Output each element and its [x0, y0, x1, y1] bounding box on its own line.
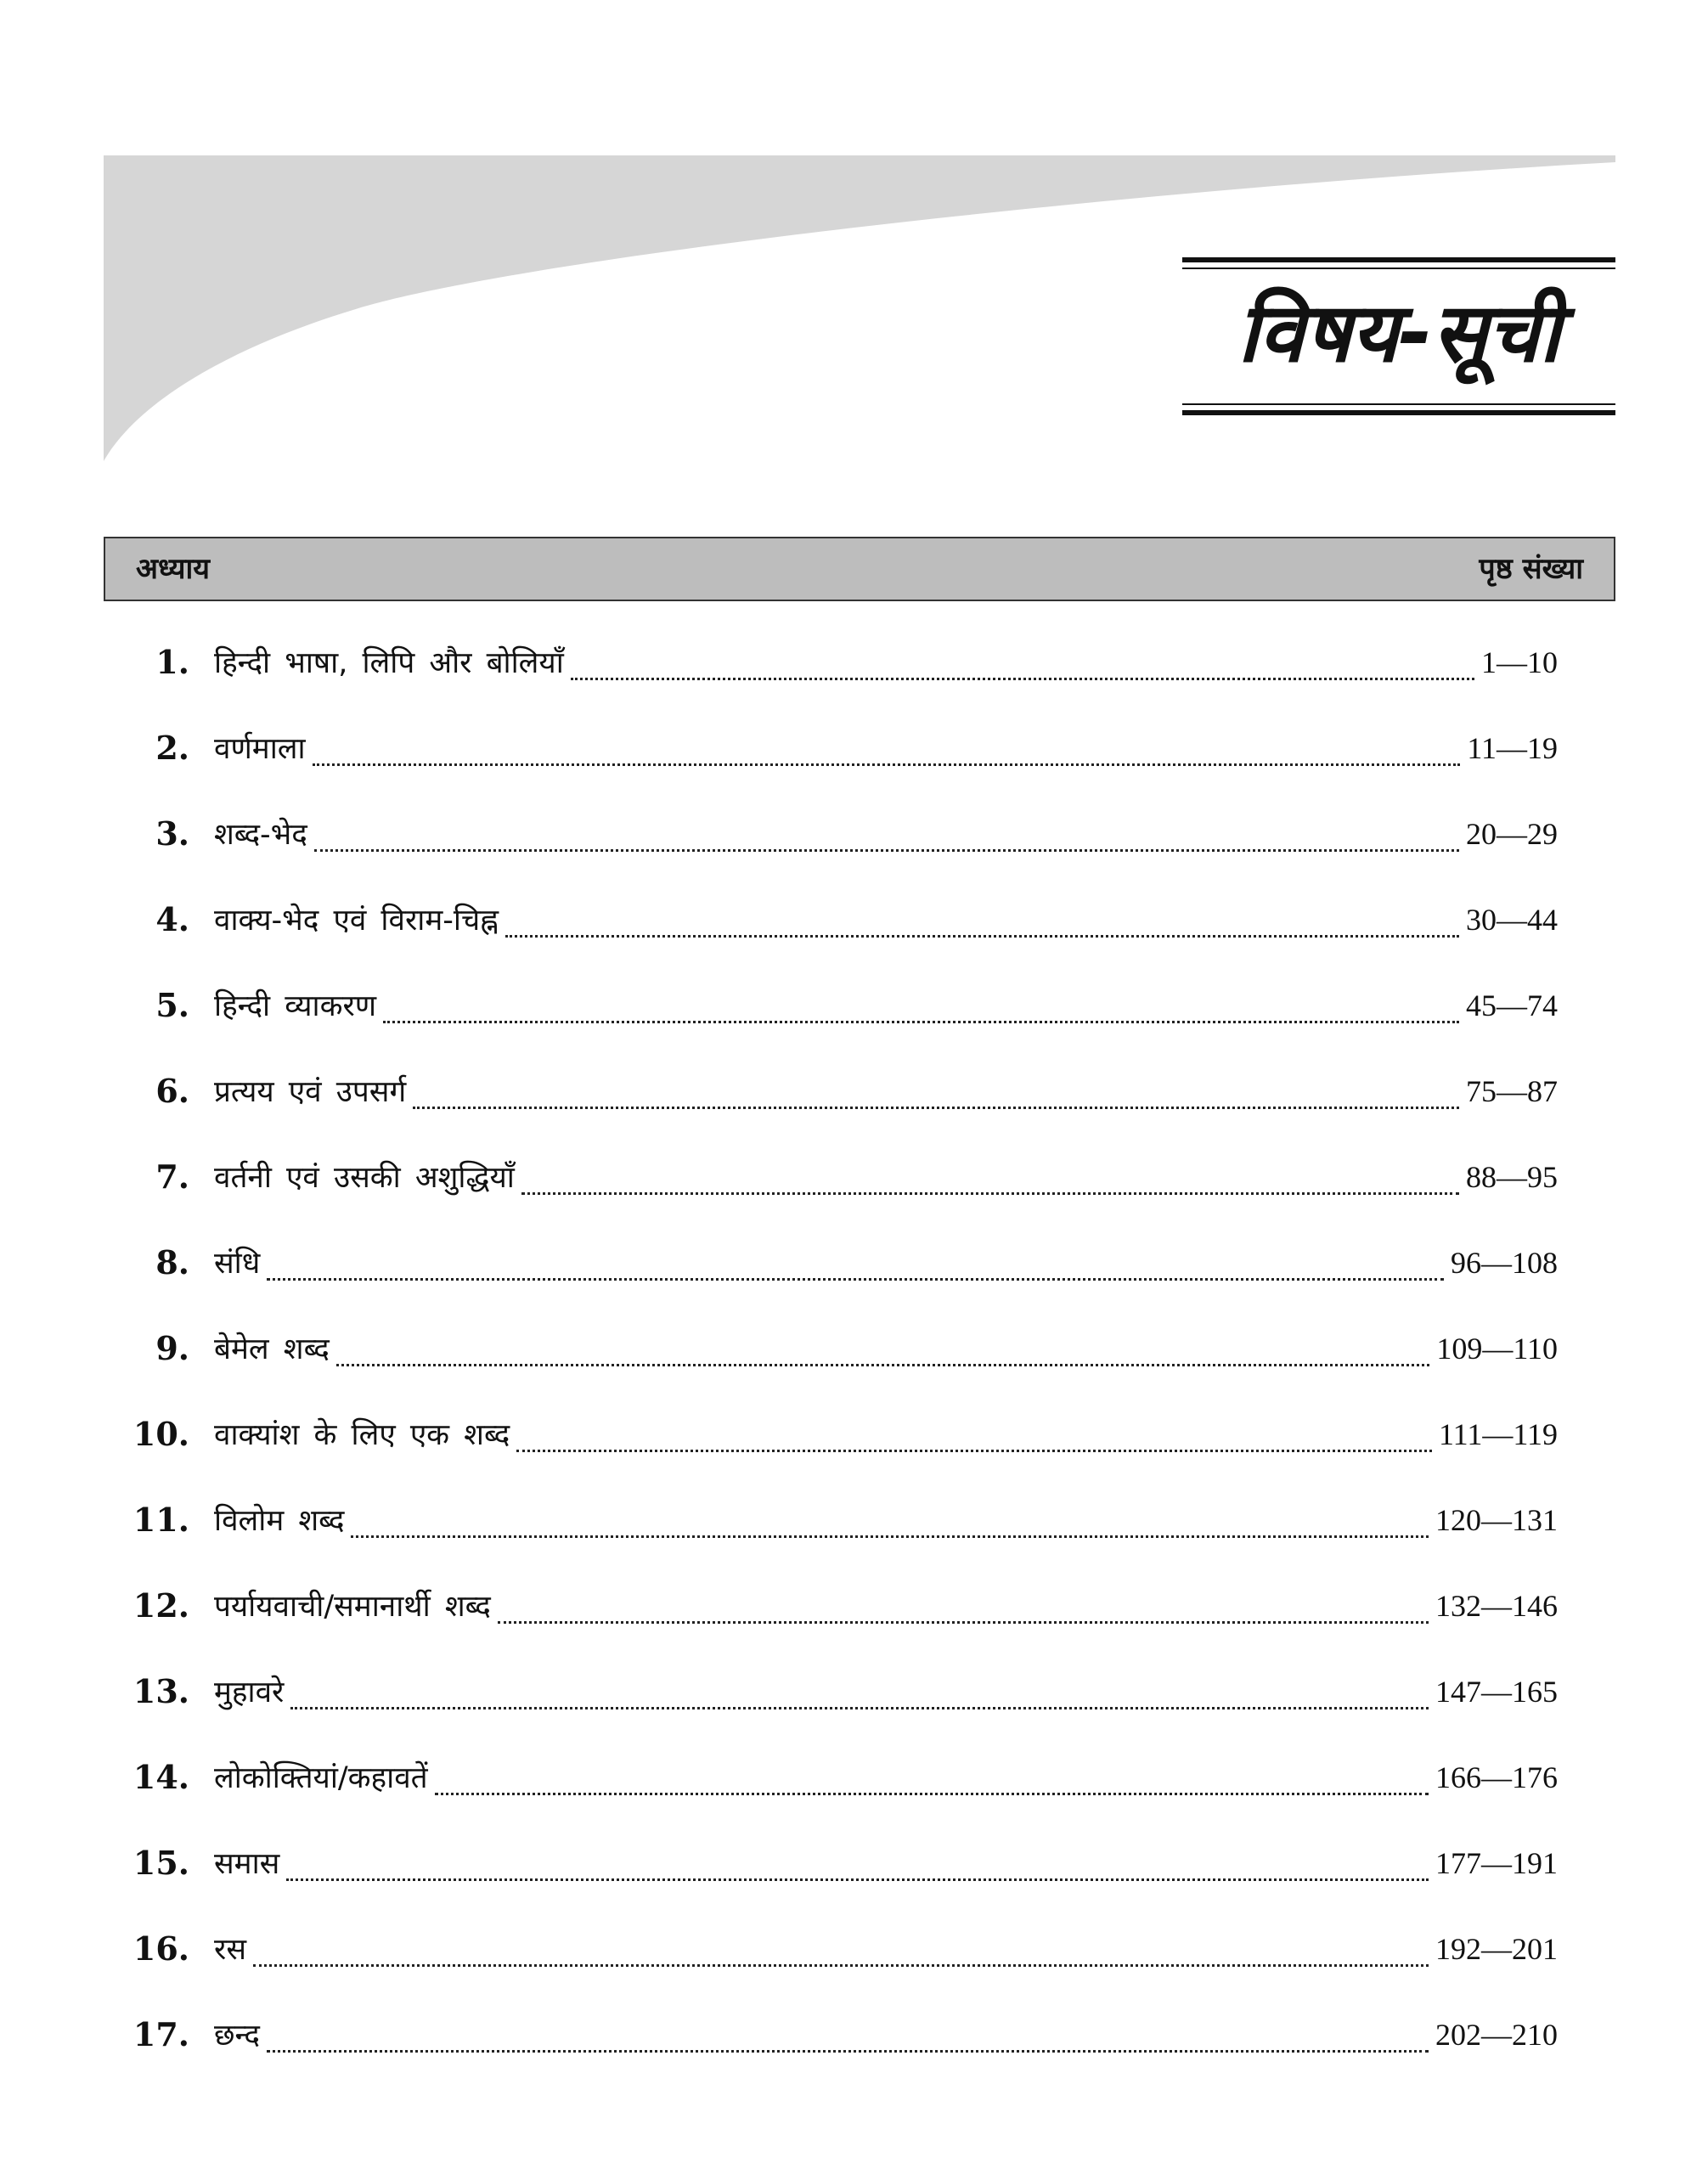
title-rule-top-thin — [1182, 268, 1615, 269]
toc-entry[interactable] — [0, 1752, 1708, 1803]
page-range: 11—19 — [1467, 731, 1558, 765]
toc-entry-line — [214, 2009, 1558, 2060]
toc-entry[interactable] — [0, 637, 1708, 688]
chapter-title: बेमेल शब्द — [214, 1332, 330, 1366]
toc-entry[interactable] — [0, 1838, 1708, 1889]
dot-leader — [498, 1621, 1429, 1624]
page-range: 177—191 — [1435, 1846, 1558, 1880]
page-range: 109—110 — [1436, 1332, 1558, 1366]
dot-leader — [521, 1192, 1459, 1195]
dot-leader — [290, 1707, 1429, 1709]
toc-entry-line — [214, 1923, 1558, 1974]
chapter-number: 5. — [155, 986, 189, 1024]
chapter-number: 10. — [132, 1415, 189, 1453]
chapter-title: छन्द — [214, 2019, 260, 2053]
dot-leader — [413, 1107, 1459, 1109]
toc-entry[interactable] — [0, 1409, 1708, 1460]
toc-entry[interactable] — [0, 723, 1708, 774]
chapter-number: 17. — [132, 2015, 189, 2053]
toc-entry-line — [214, 1752, 1558, 1803]
toc-header-bar — [104, 537, 1615, 601]
toc-entry-line — [214, 808, 1558, 859]
page-title: विषय-सूची — [1237, 285, 1560, 380]
page-range: 132—146 — [1435, 1589, 1558, 1623]
title-rule-top-thick — [1182, 257, 1615, 262]
toc-entry-line — [214, 980, 1558, 1031]
chapter-number: 2. — [155, 729, 189, 767]
toc-entry[interactable] — [0, 2009, 1708, 2060]
toc-entry-line — [214, 1838, 1558, 1889]
toc-entry[interactable] — [0, 1923, 1708, 1974]
chapter-title: प्रत्यय एवं उपसर्ग — [214, 1075, 407, 1109]
chapter-title: संधि — [214, 1247, 261, 1281]
dot-leader — [313, 763, 1461, 766]
chapter-number: 4. — [155, 900, 189, 938]
dot-leader — [351, 1535, 1429, 1538]
chapter-title: पर्यायवाची/समानार्थी शब्द — [214, 1590, 491, 1624]
chapter-number: 15. — [132, 1844, 189, 1882]
page-range: 20—29 — [1466, 817, 1558, 851]
chapter-number: 11. — [132, 1501, 189, 1539]
chapter-title: वर्तनी एवं उसकी अशुद्धियाँ — [214, 1161, 515, 1195]
chapter-title: लोकोक्तियां/कहावतें — [214, 1761, 428, 1795]
toc-entry[interactable] — [0, 1152, 1708, 1202]
chapter-title: रस — [214, 1933, 246, 1967]
chapter-number: 1. — [155, 643, 189, 681]
toc-entry-line — [214, 1152, 1558, 1202]
chapter-number: 8. — [155, 1243, 189, 1281]
dot-leader — [435, 1793, 1429, 1795]
toc-entry[interactable] — [0, 808, 1708, 859]
chapter-title: विलोम शब्द — [214, 1504, 345, 1538]
title-rule-bottom-thick — [1182, 410, 1615, 415]
dot-leader — [336, 1364, 1430, 1366]
page-range: 111—119 — [1439, 1417, 1558, 1451]
page-range: 88—95 — [1466, 1160, 1558, 1194]
dot-leader — [267, 1278, 1444, 1281]
toc-entry[interactable] — [0, 1495, 1708, 1546]
toc-entry[interactable] — [0, 1066, 1708, 1117]
chapter-title: हिन्दी व्याकरण — [214, 989, 377, 1023]
toc-entry-line — [214, 1666, 1558, 1717]
page-range: 96—108 — [1451, 1246, 1558, 1280]
toc-entry[interactable] — [0, 894, 1708, 945]
chapter-title: वाक्य-भेद एवं विराम-चिह्न — [214, 904, 499, 938]
page-range: 30—44 — [1466, 903, 1558, 937]
page-range: 166—176 — [1435, 1760, 1558, 1794]
chapter-title: वाक्यांश के लिए एक शब्द — [214, 1418, 510, 1452]
chapter-title: हिन्दी भाषा, लिपि और बोलियाँ — [214, 646, 564, 680]
chapter-number: 14. — [132, 1758, 189, 1796]
dot-leader — [571, 678, 1474, 680]
toc-entry-line — [214, 1409, 1558, 1460]
page-range: 75—87 — [1466, 1074, 1558, 1108]
toc-entry-line — [214, 1323, 1558, 1374]
page-range: 202—210 — [1435, 2018, 1558, 2052]
toc-entry[interactable] — [0, 1666, 1708, 1717]
chapter-title: वर्णमाला — [214, 732, 306, 766]
toc-entry[interactable] — [0, 1580, 1708, 1631]
chapter-title: मुहावरे — [214, 1676, 285, 1709]
page-range: 45—74 — [1466, 988, 1558, 1022]
page-column-label: पृष्ठ संख्या — [1479, 552, 1583, 586]
toc-entry-line — [214, 1066, 1558, 1117]
page-range: 192—201 — [1435, 1932, 1558, 1966]
dot-leader — [286, 1878, 1429, 1881]
page-range: 1—10 — [1481, 645, 1558, 679]
dot-leader — [267, 2050, 1429, 2053]
chapter-number: 6. — [155, 1072, 189, 1110]
chapter-number: 13. — [132, 1672, 189, 1710]
chapter-number: 16. — [132, 1929, 189, 1968]
toc-entry-line — [214, 637, 1558, 688]
chapter-number: 7. — [155, 1157, 189, 1196]
toc-entry[interactable] — [0, 1323, 1708, 1374]
toc-entry-line — [214, 1580, 1558, 1631]
title-rule-bottom-thin — [1182, 403, 1615, 405]
title-block — [1182, 257, 1615, 419]
dot-leader — [253, 1964, 1429, 1967]
chapter-number: 9. — [155, 1329, 189, 1367]
toc-entry-line — [214, 894, 1558, 945]
dot-leader — [314, 849, 1459, 852]
page-range: 147—165 — [1435, 1675, 1558, 1709]
chapter-title: शब्द-भेद — [214, 818, 307, 852]
chapter-title: समास — [214, 1847, 280, 1881]
dot-leader — [505, 935, 1459, 938]
chapter-number: 3. — [155, 814, 189, 853]
page-range: 120—131 — [1435, 1503, 1558, 1537]
dot-leader — [383, 1021, 1459, 1023]
chapter-column-label: अध्याय — [136, 552, 211, 586]
toc-entry-line — [214, 723, 1558, 774]
dot-leader — [516, 1450, 1432, 1452]
toc-entry-line — [214, 1237, 1558, 1288]
chapter-number: 12. — [132, 1586, 189, 1625]
toc-entry[interactable] — [0, 1237, 1708, 1288]
toc-entry-line — [214, 1495, 1558, 1546]
toc-entry[interactable] — [0, 980, 1708, 1031]
